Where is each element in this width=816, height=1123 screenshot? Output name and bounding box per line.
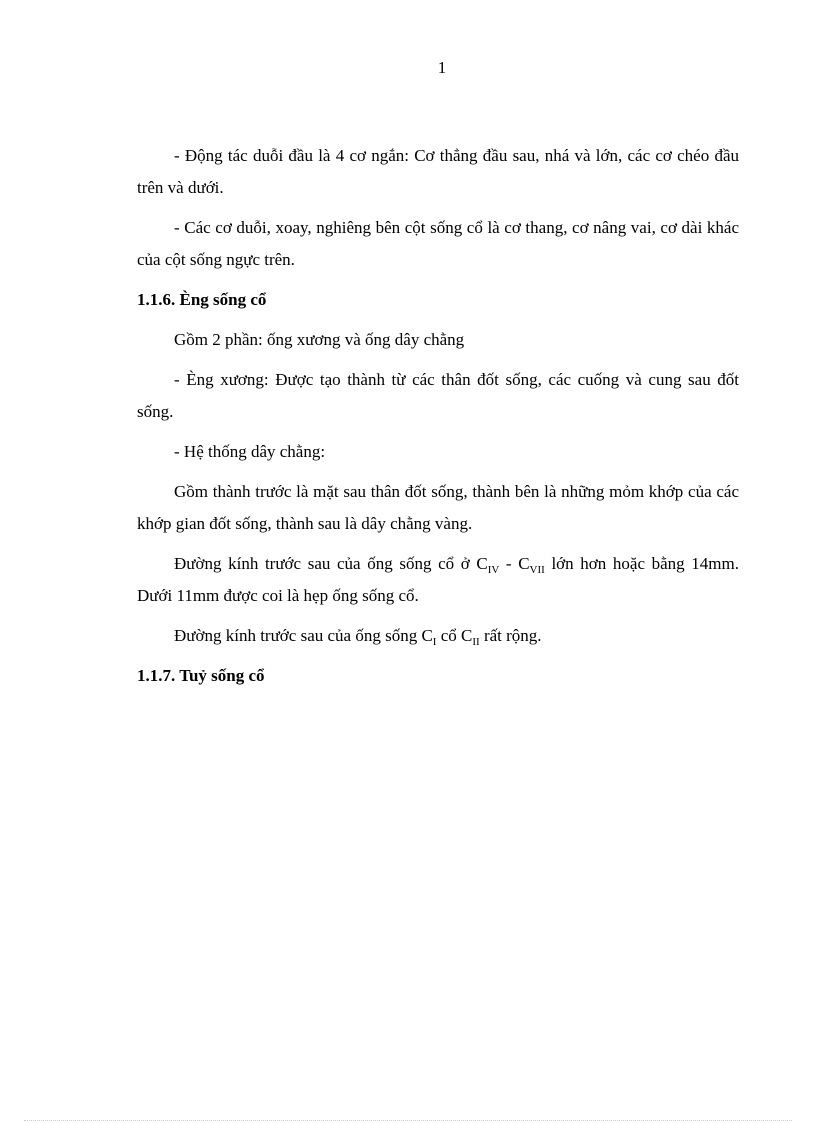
paragraph-canal-parts: Gồm 2 phần: ống xương và ống dây chằng — [174, 330, 465, 349]
subscript: I — [432, 636, 437, 648]
subscript: IV — [487, 564, 500, 576]
text-segment: Đường kính trước sau của ống sống cổ ở C — [174, 554, 488, 573]
paragraph-ligament-walls: Gồm thành trước là mặt sau thân đốt sống, thành bên là những mỏm khớp của các khớp gian đốt sống, thành sau là dây chằng vàng. — [137, 482, 739, 533]
document-body — [137, 140, 739, 700]
paragraph-canal-diameter — [137, 548, 739, 612]
text-segment: cổ C — [436, 626, 473, 645]
text-segment: - C — [499, 554, 530, 573]
paragraph-neck-extensor-muscles: - Các cơ duỗi, xoay, nghiêng bên cột sống cổ là cơ thang, cơ nâng vai, cơ dài khác của cột sống ngực trên. — [137, 218, 739, 269]
paragraph-ligament-system-title: - Hệ thống dây chằng: — [174, 442, 326, 461]
page-bottom-divider — [24, 1120, 792, 1121]
paragraph-head-extension-muscles: - Động tác duỗi đầu là 4 cơ ngắn: Cơ thẳng đầu sau, nhá và lớn, các cơ chéo đầu trên và dưới. — [137, 146, 739, 197]
paragraph-upper-canal-diameter — [137, 620, 739, 652]
page-number: 1 — [437, 58, 447, 77]
subscript: II — [472, 636, 480, 648]
text-segment: rất rộng. — [479, 626, 542, 645]
text-segment: Đường kính trước sau của ống sống C — [174, 626, 433, 645]
text-segment: lớn hơn hoặc bằng 14mm. Dưới 11mm được coi là hẹp ống sống cổ. — [137, 554, 739, 605]
section-heading-cervical-canal: 1.1.6. Èng sống cổ — [137, 290, 267, 309]
subscript: VII — [529, 564, 545, 576]
paragraph-bony-canal: - Èng xương: Được tạo thành từ các thân đốt sống, các cuống và cung sau đốt sống. — [137, 370, 739, 421]
section-heading-cervical-spinal-cord: 1.1.7. Tuỷ sống cổ — [137, 666, 265, 685]
